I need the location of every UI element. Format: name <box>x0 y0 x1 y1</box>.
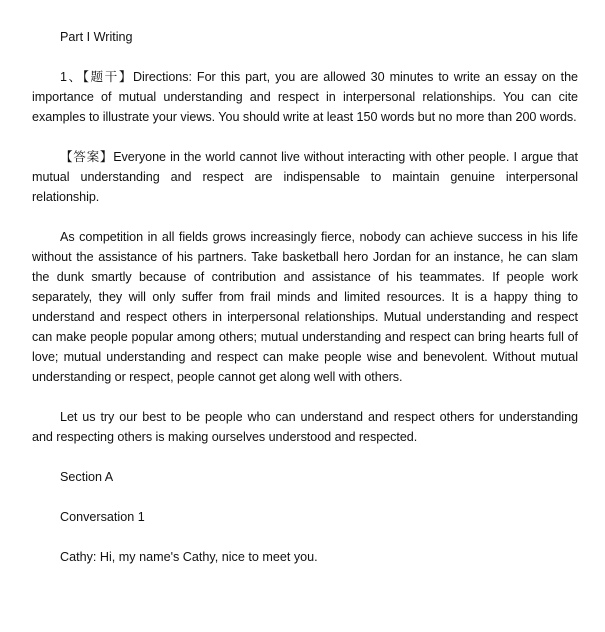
answer-tag: 【答案】 <box>60 150 114 164</box>
spacer <box>32 207 578 227</box>
answer-text-1: Everyone in the world cannot live without interacting with other people. I argue that mutual understanding and respect are indispensable to maintain genuine interpersonal relationship. <box>32 150 578 204</box>
answer-paragraph-2: As competition in all fields grows increasingly fierce, nobody can achieve success in his life without the assistance of his partners. Take basketball hero Jordan for an instance, he can slam the dunk smartly because of contribution and assistance of his teammates. If people work separately, they will only suffer from frail minds and limited resources. It is a happy thing to understand and respect others in interpersonal relationships. Mutual understanding and respect can make people popular among others; mutual understanding and respect can bring hearts full of love; mutual understanding and respect can make people wise and benevolent. Without mutual understanding or respect, people cannot get along well with others. <box>32 230 578 384</box>
spacer <box>32 47 578 67</box>
spacer <box>32 527 578 547</box>
part-title: Part I Writing <box>60 30 133 44</box>
conversation-title: Conversation 1 <box>60 510 145 524</box>
spacer <box>32 127 578 147</box>
answer-paragraph-3: Let us try our best to be people who can understand and respect others for understanding and respecting others is making ourselves understood and respected. <box>32 410 578 444</box>
section-title: Section A <box>60 470 114 484</box>
spacer <box>32 447 578 467</box>
question-text: Directions: For this part, you are allowed 30 minutes to write an essay on the importance of mutual understanding and respect in interpersonal relationships. You can cite examples to illustrate your views. You should write at least 150 words but no more than 200 words. <box>32 70 578 124</box>
dialogue-line: Cathy: Hi, my name's Cathy, nice to meet you. <box>60 550 318 564</box>
answer-paragraph-1 <box>32 147 578 207</box>
spacer <box>32 487 578 507</box>
question-tag: 【题干】 <box>82 70 133 84</box>
question-number: 1、 <box>60 70 83 84</box>
spacer <box>32 387 578 407</box>
question-paragraph <box>32 67 578 127</box>
